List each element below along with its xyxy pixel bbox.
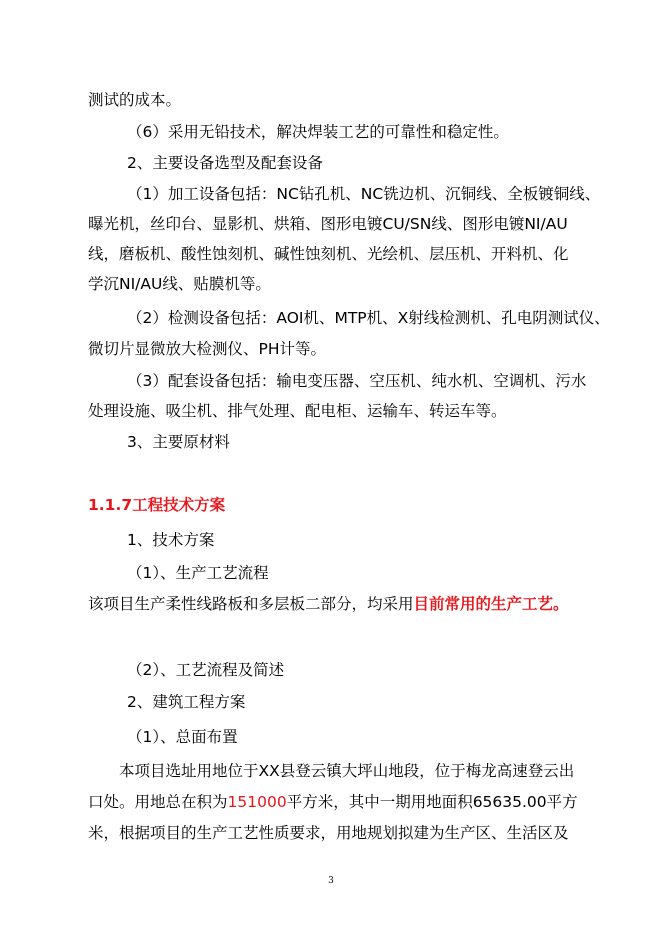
text-line: 曝光机，丝印台、显影机、烘箱、图形电镀CU/SN线、图形电镀NI/AU bbox=[88, 215, 568, 233]
text-line: 1、技术方案 bbox=[127, 531, 215, 549]
page-number: 3 bbox=[328, 876, 334, 886]
text-line: 测试的成本。 bbox=[88, 91, 182, 109]
site-paragraph-text: 平方米，其中一期用地面积65635.00平方 bbox=[286, 793, 578, 811]
text-line: 线，磨板机、酸性蚀刻机、碱性蚀刻机、光绘机、层压机、开料机、化 bbox=[88, 245, 569, 263]
site-paragraph-line: 本项目选址用地位于XX县登云镇大坪山地段，位于梅龙高速登云出 bbox=[119, 762, 575, 780]
site-paragraph-text: 口处。用地总在积为 bbox=[88, 793, 228, 811]
text-line: （1）、总面布置 bbox=[127, 728, 238, 746]
text-line: （2）、工艺流程及简述 bbox=[127, 661, 285, 679]
text-line: 2、建筑工程方案 bbox=[127, 693, 246, 711]
site-paragraph-line: 米，根据项目的生产工艺性质要求，用地规划拟建为生产区、生活区及 bbox=[88, 824, 569, 842]
process-sentence bbox=[88, 594, 569, 614]
text-line: 3、主要原材料 bbox=[127, 433, 230, 451]
process-sentence-text: 该项目生产柔性线路板和多层板二部分，均采用 bbox=[88, 595, 414, 613]
section-heading: 1.1.7工程技术方案 bbox=[88, 496, 226, 514]
site-paragraph-line bbox=[88, 792, 578, 812]
process-sentence-highlight: 目前常用的生产工艺。 bbox=[413, 595, 569, 613]
text-line: （1）加工设备包括：NC钻孔机、NC铣边机、沉铜线、全板镀铜线、 bbox=[127, 185, 601, 203]
text-line: 处理设施、吸尘机、排气处理、配电柜、运输车、转运车等。 bbox=[88, 402, 507, 420]
text-line: 2、主要设备选型及配套设备 bbox=[127, 154, 323, 172]
text-line: （6）采用无铅技术，解决焊装工艺的可靠性和稳定性。 bbox=[127, 123, 509, 141]
text-line: （1）、生产工艺流程 bbox=[127, 564, 269, 582]
text-line: （3）配套设备包括：输电变压器、空压机、纯水机、空调机、污水 bbox=[127, 372, 587, 390]
text-line: （2）检测设备包括：AOI机、MTP机、X射线检测机、孔电阴测试仪、 bbox=[127, 309, 610, 327]
text-line: 学沉NI/AU线、贴膜机等。 bbox=[88, 275, 271, 293]
site-area-highlight: 151000 bbox=[227, 793, 287, 811]
text-line: 微切片显微放大检测仪、PH计等。 bbox=[88, 340, 327, 358]
